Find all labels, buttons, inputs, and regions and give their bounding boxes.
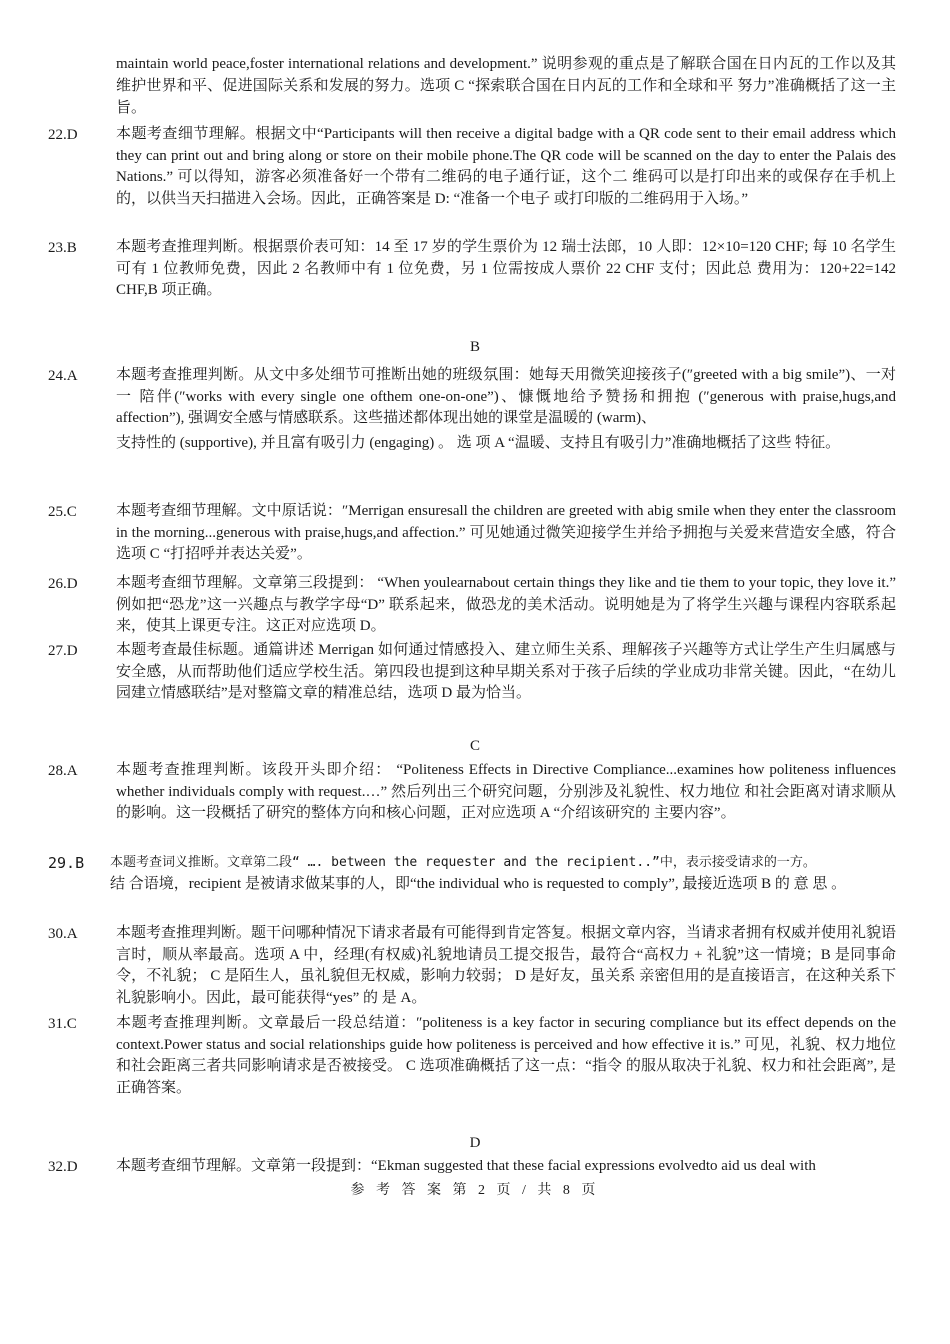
answer-number: 26.D — [48, 576, 78, 592]
answer-explanation: 本题考查最佳标题。通篇讲述 Merrigan 如何通过情感投入、建立师生关系、理解孩子兴趣等方式让学生产生归属感与安全感，从而帮助他们适应学校生活。第四段也提到这种早期关系对于孩子后续的学业成功非常关键。因此，“在幼儿园建立情感联结”是对整篇文章的精准总结，选项 D 最为恰当。 — [116, 642, 896, 701]
answer-item-24 — [48, 365, 896, 454]
answer-explanation: 本题考查推理判断。题干问哪种情况下请求者最有可能得到肯定答复。根据文章内容，当请求者拥有权威并使用礼貌语言时，顺从率最高。选项 A 中，经理(有权威)礼貌地请员工提交报告，最符合“高权力 + 礼貌”这一情境；B 是同事命令，不礼貌； C 是陌生人，虽礼貌但无权威，影响力较弱； D 是好友，虽关系 亲密但用的是直接语言，在这种关系下礼貌影响小。因此，最可能获得“yes” 的 是 A。 — [116, 925, 897, 1006]
answer-explanation-continued: 支持性的 (supportive), 并且富有吸引力 (engaging) 。 选 项 A “温暖、支持且有吸引力”准确地概括了这些 特征。 — [116, 434, 841, 451]
answer-item-25 — [48, 501, 896, 566]
answer-number: 32.D — [48, 1159, 78, 1175]
answer-number: 30.A — [48, 926, 78, 942]
answer-item-32 — [48, 1156, 896, 1178]
answer-explanation: 本题考查细节理解。文章第一段提到：“Ekman suggested that these facial expressions evolvedto aid us deal with — [116, 1158, 816, 1174]
answer-number: 24.A — [48, 368, 78, 384]
answer-explanation: 本题考查推理判断。根据票价表可知：14 至 17 岁的学生票价为 12 瑞士法郎，10 人即：12×10=120 CHF; 每 10 名学生可有 1 位教师免费，因此 2 名教师中有 1 位免费，另 1 位需按成人票价 22 CHF 支付；因此总 费用为：120+22=142 CHF,B 项正确。 — [116, 239, 896, 298]
answer-number: 28.A — [48, 763, 78, 779]
answer-explanation: 本题考查细节理解。文中原话说：″Merrigan ensuresall the children are greeted with abig smile when they enter the classroom in the morning...generous with praise,hugs,and affection.” 可见她通过微笑迎接学生并给予拥抱与关爱来营造安全感，符合选项 C “打招呼并表达关爱”。 — [116, 503, 896, 562]
answer-explanation: 本题考查细节理解。根据文中“Participants will then receive a digital badge with a QR code sent to their email address which they can print out and bring along or store on their mobile phone.The QR code will be scanned on the day to enter the Palais des Nations.” 可以得知，游客必须准备好一个带有二维码的电子通行证，这个二 维码可以是打印出来的或保存在手机上的，以供当天扫描进入会场。因此，正确答案是 D: “准备一个电子 或打印版的二维码用于入场。” — [116, 126, 896, 207]
answer-item-31 — [48, 1013, 896, 1099]
section-heading-c: C — [469, 738, 480, 754]
item-21-continuation: maintain world peace,foster international relations and development.” 说明参观的重点是了解联合国在日内瓦的工作以及其维护世界和平、促进国际关系和发展的努力。选项 C “探索联合国在日内瓦的工作和全球和平 努力”准确概括了这一主旨。 — [116, 56, 896, 116]
answer-item-28 — [48, 760, 896, 825]
answer-number: 29.B — [48, 854, 85, 872]
answer-item-30 — [48, 923, 896, 1009]
answer-item-27 — [48, 640, 896, 705]
answer-number: 27.D — [48, 643, 78, 659]
page-footer: 参 考 答 案 第 2 页 / 共 8 页 — [350, 1183, 600, 1198]
answer-item-26 — [48, 573, 896, 638]
answer-item-23 — [48, 237, 896, 302]
answer-number: 23.B — [48, 240, 77, 256]
section-heading-b: B — [469, 339, 480, 355]
answer-explanation: 本题考查词义推断。文章第二段“ …. between the requester and the recipient..”中，表示接受请求的一方。 — [110, 855, 816, 870]
answer-item-29 — [48, 852, 896, 895]
answer-explanation: 本题考查推理判断。该段开头即介绍： “Politeness Effects in Directive Compliance...examines how politeness influences whether individuals comply with request.…” 然后列出三个研究问题，分别涉及礼貌性、权力地位 和社会距离对请求顺从的影响。这一段概括了研究的整体方向和核心问题，正对应选项 A “介绍该研究的 主要内容”。 — [116, 762, 896, 821]
answer-number: 25.C — [48, 504, 77, 520]
answer-number: 31.C — [48, 1016, 77, 1032]
answer-explanation: 本题考查细节理解。文章第三段提到： “When youlearnabout certain things they like and tie them to your topic, they love it.” 例如把“恐龙”这一兴趣点与教学字母“D” 联系起来，做恐龙的美术活动。说明她是为了将学生兴趣与课程内容联系起来，使其上课更专注。这正对应选项 D。 — [116, 575, 896, 634]
answer-item-22 — [48, 124, 896, 210]
answer-number: 22.D — [48, 127, 78, 143]
answer-explanation-continued: 结 合语境，recipient 是被请求做某事的人，即“the individual who is requested to comply”, 最接近选项 B 的 意 思 。 — [110, 875, 847, 892]
answer-explanation: 本题考查推理判断。从文中多处细节可推断出她的班级氛围：她每天用微笑迎接孩子(″greeted with a big smile”)、一对 一 陪伴(″works with every single one ofthem one-on-one”)、慷慨地给予赞扬和拥抱 (″generous with praise,hugs,and affection”), 强调安全感与情感联系。这些描述都体现出她的课堂是温暖的 (warm)、 — [116, 367, 896, 426]
section-heading-d: D — [469, 1135, 481, 1151]
answer-explanation: 本题考查推理判断。文章最后一段总结道：″politeness is a key factor in securing compliance but its effect depends on the context.Power status and social relationships guide how politeness is perceived and how effective it is.” 可见，礼貌、权力地位和社会距离三者共同影响请求是否被接受。 C 选项准确概括了这一点：“指令 的服从取决于礼貌、权力和社会距离”, 是正确答案。 — [116, 1015, 896, 1096]
